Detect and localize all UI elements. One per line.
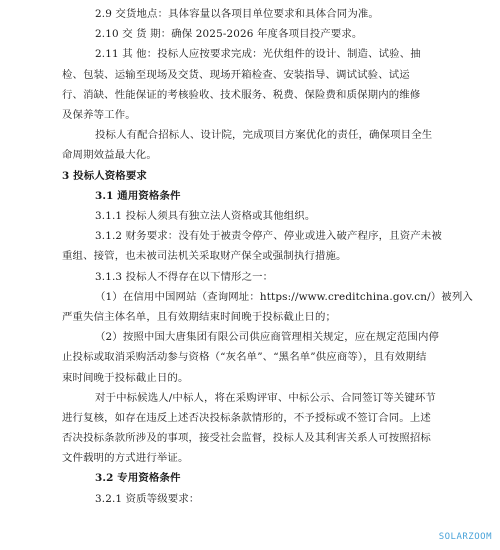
section-3-heading: 3 投标人资格要求 xyxy=(62,169,147,182)
review-paragraph-line-2: 进行复核，如存在违反上述否决投标条款情形的，不予授标或不签订合同。上述 xyxy=(62,411,431,424)
solarzoom-watermark: SOLARZOOM xyxy=(438,532,492,542)
item-1-line-2: 严重失信主体名单，且有效期结束时间晚于投标截止日的； xyxy=(62,310,337,323)
clause-3-1-1: 3.1.1 投标人须具有独立法人资格或其他组织。 xyxy=(95,209,316,222)
clause-2-11-line-1: 2.11 其 他：投标人应按要求完成：光伏组件的设计、制造、试验、抽 xyxy=(95,48,421,61)
paragraph-bidder-cooperation-line-2: 命周期效益最大化。 xyxy=(62,149,157,162)
clause-3-1-3: 3.1.3 投标人不得存在以下情形之一： xyxy=(95,270,274,283)
clause-3-1-2-line-2: 重组、接管，也未被司法机关采取财产保全或强制执行措施。 xyxy=(62,250,347,263)
clause-3-1-2-line-1: 3.1.2 财务要求：没有处于被责令停产、停业或进入破产程序，且资产未被 xyxy=(95,230,442,243)
paragraph-bidder-cooperation-line-1: 投标人有配合招标人、设计院，完成项目方案优化的责任，确保项目全生 xyxy=(95,129,433,142)
clause-2-9: 2.9 交货地点：具体容量以各项目单位要求和具体合同为准。 xyxy=(95,8,379,20)
section-3-2-heading: 3.2 专用资格条件 xyxy=(95,472,181,485)
review-paragraph-line-4: 文件载明的方式进行举证。 xyxy=(62,452,189,465)
item-2-line-3: 束时间晚于投标截止日的。 xyxy=(62,371,189,384)
clause-2-11-line-2: 检、包装、运输至现场及交货、现场开箱检查、安装指导、调试试验、试运 xyxy=(62,68,410,81)
review-paragraph-line-3: 否决投标条款所涉及的事项，接受社会监督，投标人及其利害关系人可按照招标 xyxy=(62,432,431,444)
item-1-line-1: （1）在信用中国网站（查询网址：https://www.creditchina.gov.cn/）被列入 xyxy=(95,290,473,303)
clause-2-11-line-3: 行、消缺、性能保证的考核验收、技术服务、税费、保险费和质保期内的维修 xyxy=(62,88,421,101)
section-3-1-heading: 3.1 通用资格条件 xyxy=(95,189,181,202)
review-paragraph-line-1: 对于中标候选人/中标人，将在采购评审、中标公示、合同签订等关键环节 xyxy=(95,391,436,404)
clause-2-11-line-4: 及保养等工作。 xyxy=(62,109,136,121)
clause-3-2-1: 3.2.1 资质等级要求： xyxy=(95,492,200,505)
clause-2-10: 2.10 交 货 期：确保 2025-2026 年度各项目投产要求。 xyxy=(95,28,363,41)
item-2-line-1: （2）按照中国大唐集团有限公司供应商管理相关规定，应在规定范围内停 xyxy=(95,331,440,344)
item-2-line-2: 止投标或取消采购活动参与资格（“灰名单”、“黑名单”供应商等），且有效期结 xyxy=(62,351,427,364)
